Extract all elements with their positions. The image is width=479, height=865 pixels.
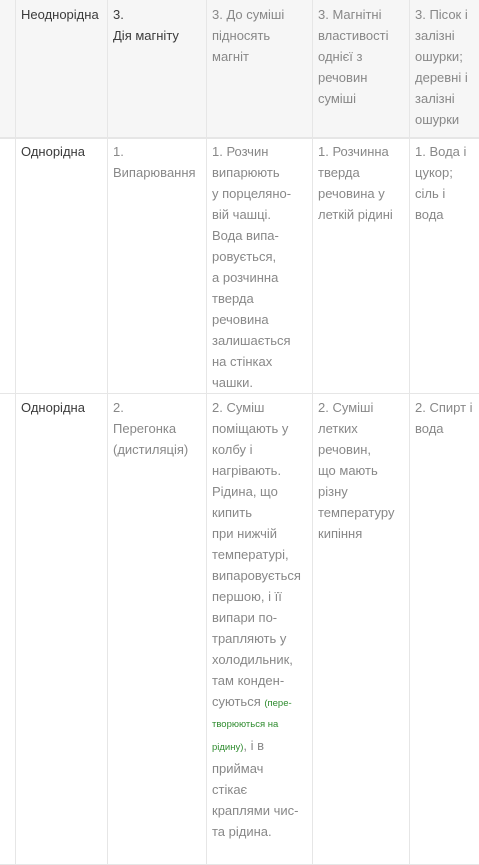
method-cell [107,139,207,393]
procedure-line: кипить [212,505,252,520]
method-name-alt: (дистиляція) [113,442,189,457]
procedure-line: Рідина, що [212,484,278,499]
method-name: Випарювання [113,165,196,180]
basis-line: леткій рідині [318,207,393,222]
basis-line: 2. Суміші [318,400,374,415]
procedure-line: у порцеляно- [212,186,292,201]
procedure-cell [206,394,313,864]
procedure-line: та рідина. [212,824,272,839]
procedure-line: холодильник, [212,652,293,667]
procedure-line: там конден- [212,673,285,688]
procedure-line: випарюють [212,165,280,180]
mixture-type-cell [15,0,108,137]
example-line: 2. Спирт і [415,400,473,415]
example-line: ошурки [415,112,460,127]
basis-line: 1. Розчинна [318,144,389,159]
basis-line: температуру [318,505,395,520]
basis-line: що мають [318,463,378,478]
method-name: Перегонка [113,421,177,436]
example-line: деревні і [415,70,468,85]
method-number: 3. [113,7,124,22]
example-line: сіль і [415,186,446,201]
procedure-line: випаровується [212,568,301,583]
examples-cell [409,394,479,864]
mixture-type-cell [15,394,108,864]
procedure-line-with-note [212,691,309,714]
procedure-text: суються [212,694,265,709]
example-line: вода [415,421,444,436]
example-line: 3. Пісок і [415,7,468,22]
basis-line: суміші [318,91,356,106]
procedure-line: при нижчій [212,526,278,541]
procedure-line: тверда [212,291,254,306]
method-name: Дія магніту [113,28,179,43]
procedure-line: залишається [212,333,291,348]
basis-line: однієї з [318,49,363,64]
procedure-cell [206,139,313,393]
procedure-line: магніт [212,49,249,64]
example-line: ошурки; [415,49,463,64]
mixture-type: Однорідна [21,400,85,415]
example-line: цукор; [415,165,453,180]
procedure-note: (пере- [264,698,292,709]
procedure-line: а розчинна [212,270,279,285]
procedure-cell [206,0,313,137]
basis-line: тверда [318,165,360,180]
basis-line: властивості [318,28,389,43]
procedure-line: поміщають у [212,421,289,436]
procedure-line: випари по- [212,610,278,625]
procedure-line-with-note [212,735,309,758]
procedure-line: трапляють у [212,631,287,646]
procedure-line: колбу і [212,442,253,457]
procedure-text: , і в [243,738,265,753]
mixture-type-cell [15,139,108,393]
example-line: залізні [415,91,455,106]
procedure-line: 3. До суміші [212,7,285,22]
procedure-line: температурі, [212,547,289,562]
basis-line: речовина у [318,186,385,201]
basis-cell [312,394,410,864]
procedure-line: нагрівають. [212,463,282,478]
procedure-line: 1. Розчин [212,144,269,159]
mixture-type: Неоднорідна [21,7,99,22]
procedure-line: вій чашці. [212,207,272,222]
example-line: залізні [415,28,455,43]
procedure-line: краплями чис- [212,803,299,818]
basis-line: 3. Магнітні [318,7,382,22]
basis-line: різну [318,484,348,499]
method-number: 1. [113,144,124,159]
basis-cell [312,0,410,137]
procedure-line: стікає [212,782,248,797]
basis-cell [312,139,410,393]
basis-line: летких [318,421,358,436]
procedure-note: рідину) [212,742,244,753]
basis-line: речовин, [318,442,371,457]
examples-cell [409,0,479,137]
examples-cell [409,139,479,393]
method-cell [107,0,207,137]
mixture-type: Однорідна [21,144,85,159]
example-line: вода [415,207,444,222]
method-number: 2. [113,400,124,415]
example-line: 1. Вода і [415,144,467,159]
procedure-line: чашки. [212,375,253,390]
procedure-line: першою, і її [212,589,282,604]
procedure-line: ровується, [212,249,277,264]
procedure-note: творюються на [212,719,279,730]
table-row [0,0,479,138]
table-row [0,138,479,394]
procedure-line: приймач [212,761,264,776]
procedure-line: речовина [212,312,269,327]
table-row [0,393,479,865]
basis-line: речовин [318,70,368,85]
procedure-line: Вода випа- [212,228,279,243]
procedure-line: на стінках [212,354,273,369]
basis-line: кипіння [318,526,363,541]
procedure-line: підносять [212,28,271,43]
procedure-line: 2. Суміш [212,400,265,415]
method-cell [107,394,207,864]
